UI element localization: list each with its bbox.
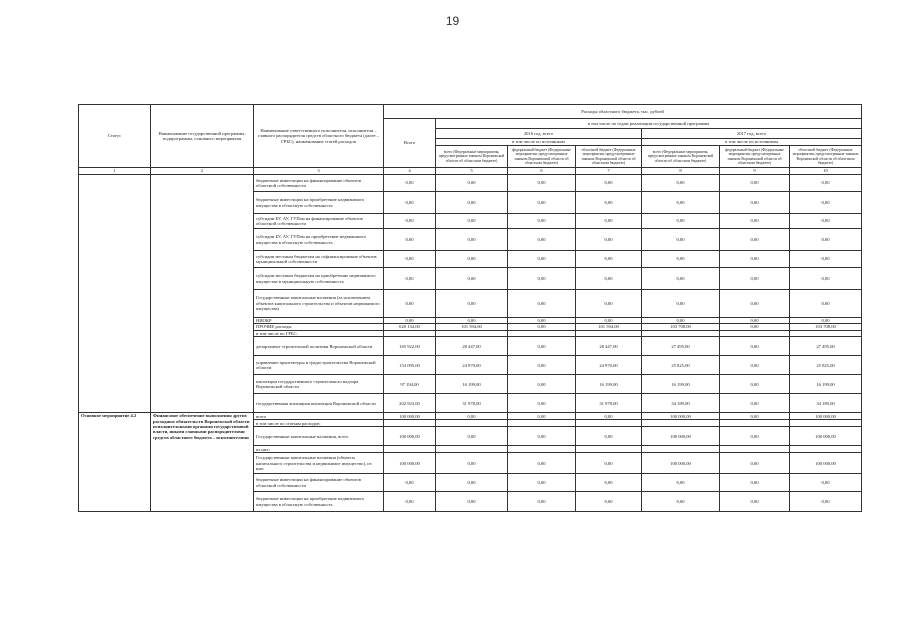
column-number: 9 — [720, 168, 790, 175]
expense-item-name: Государственные капитальные вложения (объекты капитального строительства и недвижимое имущество), из них: — [254, 453, 384, 474]
amount-cell: 0,00 — [642, 192, 720, 214]
amount-cell: 0,00 — [720, 356, 790, 375]
amount-cell: 0,00 — [576, 318, 642, 324]
amount-cell — [790, 446, 862, 453]
column-number: 2 — [151, 168, 254, 175]
amount-cell: 100 000,00 — [384, 413, 436, 420]
amount-cell: 0,00 — [436, 214, 508, 229]
amount-cell: 0,00 — [384, 175, 436, 192]
expense-item-name: бюджетные инвестиции на финансирование объектов областной собственности — [254, 175, 384, 192]
amount-cell — [436, 446, 508, 453]
amount-cell: 100 000,00 — [384, 453, 436, 474]
amount-cell: 0,00 — [436, 492, 508, 512]
amount-cell: 0,00 — [642, 474, 720, 492]
header-status: Статус — [79, 105, 151, 168]
amount-cell — [508, 446, 576, 453]
amount-cell: 0,00 — [576, 427, 642, 446]
expense-item-name: субсидии БУ, АУ, ГУПам на приобретение недвижимого имущества в областную собственность — [254, 229, 384, 251]
amount-cell: 28 447,00 — [576, 337, 642, 356]
column-number: 10 — [790, 168, 862, 175]
amount-cell: 0,00 — [508, 214, 576, 229]
amount-cell: 0,00 — [436, 251, 508, 268]
amount-cell: 0,00 — [384, 318, 436, 324]
amount-cell: 100 000,00 — [790, 413, 862, 420]
amount-cell: 0,00 — [436, 192, 508, 214]
expense-item-name: субсидии местным бюджетам на софинансирование объектов муниципальной собственности — [254, 251, 384, 268]
amount-cell: 0,00 — [384, 474, 436, 492]
amount-cell: 0,00 — [576, 413, 642, 420]
amount-cell: 0,00 — [384, 214, 436, 229]
amount-cell: 0,00 — [642, 290, 720, 318]
empty-status-cell — [79, 175, 151, 413]
amount-cell: 0,00 — [508, 175, 576, 192]
amount-cell: 0,00 — [436, 427, 508, 446]
amount-cell: 34 189,00 — [790, 394, 862, 413]
amount-cell: 0,00 — [720, 175, 790, 192]
expense-item-name: бюджетные инвестиции на приобретение недвижимого имущества в областную собственность — [254, 492, 384, 512]
amount-cell — [576, 420, 642, 427]
amount-cell: 0,00 — [720, 324, 790, 330]
amount-cell: 0,00 — [436, 453, 508, 474]
column-number: 4 — [384, 168, 436, 175]
amount-cell: 0,00 — [790, 268, 862, 290]
amount-cell: 100 000,00 — [790, 453, 862, 474]
amount-cell: 27 495,00 — [642, 337, 720, 356]
amount-cell: 97 194,00 — [384, 375, 436, 394]
activity-name: Финансовое обеспечение выполнения других расходных обязательств Воронежской области исполнительными органами государственной власти, иными главными распорядителями средств областного бюджета – исполнителями — [151, 413, 254, 512]
amount-cell: 16 199,00 — [576, 375, 642, 394]
column-number: 8 — [642, 168, 720, 175]
amount-cell: 0,00 — [720, 474, 790, 492]
expense-item-name: всего — [254, 413, 384, 420]
amount-cell: 0,00 — [790, 492, 862, 512]
expense-item-name: ПРОЧИЕ расходы — [254, 324, 384, 330]
amount-cell: 0,00 — [790, 251, 862, 268]
amount-cell: 0,00 — [384, 268, 436, 290]
amount-cell: 0,00 — [508, 375, 576, 394]
expense-item-name: инспекция государственного строительного надзора Воронежской области — [254, 375, 384, 394]
amount-cell: 0,00 — [720, 492, 790, 512]
header-year-2017: 2017 год, всего — [642, 129, 862, 139]
amount-cell: 0,00 — [508, 453, 576, 474]
amount-cell: 0,00 — [720, 337, 790, 356]
amount-cell: 0,00 — [436, 318, 508, 324]
amount-cell: 0,00 — [508, 318, 576, 324]
budget-table — [78, 104, 862, 512]
amount-cell: 0,00 — [720, 394, 790, 413]
amount-cell: 0,00 — [720, 229, 790, 251]
expense-item-name: из них: — [254, 446, 384, 453]
amount-cell: 0,00 — [576, 290, 642, 318]
empty-program-cell — [151, 175, 254, 413]
amount-cell: 0,00 — [790, 229, 862, 251]
header-sub-regional-2017: областной бюджет (Федеральные мероприятия, предусмотренные законом Воронежской области об областном бюджете) — [790, 146, 862, 168]
amount-cell — [508, 420, 576, 427]
header-sub-total-2017: всего (Федеральные мероприятия, предусмотренные законом Воронежской области об областном бюджете) — [642, 146, 720, 168]
amount-cell: 100 000,00 — [642, 453, 720, 474]
amount-cell: 0,00 — [508, 337, 576, 356]
amount-cell: 0,00 — [508, 356, 576, 375]
amount-cell: 100 000,00 — [790, 427, 862, 446]
amount-cell: 0,00 — [790, 290, 862, 318]
amount-cell: 0,00 — [642, 492, 720, 512]
amount-cell: 0,00 — [384, 290, 436, 318]
amount-cell: 0,00 — [576, 268, 642, 290]
amount-cell: 103 708,00 — [642, 324, 720, 330]
amount-cell: 0,00 — [508, 290, 576, 318]
amount-cell: 31 978,00 — [436, 394, 508, 413]
amount-cell: 0,00 — [508, 474, 576, 492]
expense-item-name: государственная жилищная инспекция Воронежской области — [254, 394, 384, 413]
header-incl-sources-2016: в том числе по источникам — [436, 139, 642, 146]
amount-cell: 0,00 — [642, 214, 720, 229]
amount-cell: 0,00 — [508, 192, 576, 214]
column-number: 1 — [79, 168, 151, 175]
amount-cell: 0,00 — [384, 192, 436, 214]
amount-cell: 0,00 — [790, 318, 862, 324]
header-sub-regional-2016: областной бюджет (Федеральные мероприятия, предусмотренные законом Воронежской области об областном бюджете) — [576, 146, 642, 168]
column-number: 5 — [436, 168, 508, 175]
column-number: 6 — [508, 168, 576, 175]
amount-cell: 0,00 — [720, 413, 790, 420]
amount-cell: 620 134,00 — [384, 324, 436, 330]
amount-cell: 0,00 — [720, 375, 790, 394]
amount-cell: 28 447,00 — [436, 337, 508, 356]
amount-cell: 0,00 — [720, 290, 790, 318]
amount-cell: 0,00 — [436, 229, 508, 251]
expense-item-name: Государственные капитальные вложения (за исключением объектов капитального строительства и объектов недвижимого имущества) — [254, 290, 384, 318]
amount-cell: 24 970,00 — [576, 356, 642, 375]
amount-cell: 0,00 — [384, 251, 436, 268]
column-number: 3 — [254, 168, 384, 175]
amount-cell: 202 923,00 — [384, 394, 436, 413]
amount-cell: 0,00 — [508, 427, 576, 446]
header-executor: Наименование ответственного исполнителя, исполнителя – главного распорядителя средств областного бюджета (далее – ГРБС), наименование статей расходов — [254, 105, 384, 168]
amount-cell — [720, 420, 790, 427]
expense-item-name: бюджетные инвестиции на приобретение недвижимого имущества в областную собственность — [254, 192, 384, 214]
header-expenses: Расходы областного бюджета, тыс. рублей — [384, 105, 862, 119]
amount-cell: 0,00 — [642, 229, 720, 251]
expense-item-name: субсидии местным бюджетам на приобретение недвижимого имущества в муниципальную собственность — [254, 268, 384, 290]
expense-item-name: в том числе по статьям расходов: — [254, 420, 384, 427]
amount-cell: 0,00 — [720, 192, 790, 214]
amount-cell — [436, 420, 508, 427]
amount-cell: 16 199,00 — [642, 375, 720, 394]
column-number: 7 — [576, 168, 642, 175]
amount-cell: 103 708,00 — [790, 324, 862, 330]
expense-item-name: управление архитектуры и градостроительства Воронежской области — [254, 356, 384, 375]
amount-cell: 0,00 — [508, 413, 576, 420]
header-by-years: в том числе по годам реализации государственной программы — [436, 119, 862, 129]
amount-cell: 101 594,00 — [436, 324, 508, 330]
amount-cell: 100 000,00 — [642, 413, 720, 420]
amount-cell: 0,00 — [576, 192, 642, 214]
amount-cell: 0,00 — [642, 268, 720, 290]
amount-cell: 0,00 — [508, 251, 576, 268]
amount-cell: 0,00 — [384, 229, 436, 251]
amount-cell: 0,00 — [720, 427, 790, 446]
amount-cell: 34 189,00 — [642, 394, 720, 413]
amount-cell — [790, 420, 862, 427]
amount-cell: 27 495,00 — [790, 337, 862, 356]
activity-status: Основное мероприятие 4.2 — [79, 413, 151, 512]
amount-cell: 0,00 — [508, 324, 576, 330]
amount-cell: 0,00 — [508, 229, 576, 251]
amount-cell: 0,00 — [720, 453, 790, 474]
page-number: 19 — [445, 14, 460, 28]
header-incl-sources-2017: в том числе по источникам — [642, 139, 862, 146]
amount-cell: 0,00 — [790, 192, 862, 214]
header-program-name: Наименование государственной программы, подпрограммы, основного мероприятия — [151, 105, 254, 168]
amount-cell: 0,00 — [436, 413, 508, 420]
amount-cell: 0,00 — [508, 394, 576, 413]
amount-cell: 0,00 — [508, 492, 576, 512]
amount-cell: 0,00 — [720, 318, 790, 324]
amount-cell — [720, 446, 790, 453]
table-row — [79, 175, 862, 192]
amount-cell: 0,00 — [576, 251, 642, 268]
amount-cell: 16 199,00 — [436, 375, 508, 394]
header-year-2016: 2016 год, всего — [436, 129, 642, 139]
amount-cell: 0,00 — [790, 214, 862, 229]
amount-cell: 31 978,00 — [576, 394, 642, 413]
amount-cell: 0,00 — [436, 290, 508, 318]
header-sub-federal-2016: федеральный бюджет (Федеральные мероприятия, предусмотренные законом Воронежской области об областном бюджете) — [508, 146, 576, 168]
amount-cell: 101 594,00 — [576, 324, 642, 330]
amount-cell: 0,00 — [576, 453, 642, 474]
amount-cell — [384, 446, 436, 453]
expense-item-name: Государственные капитальные вложения, всего — [254, 427, 384, 446]
header-sub-federal-2017: федеральный бюджет (Федеральные мероприятия, предусмотренные законом Воронежской области об областном бюджете) — [720, 146, 790, 168]
amount-cell: 0,00 — [576, 175, 642, 192]
column-number-row — [79, 168, 862, 175]
amount-cell: 165 922,00 — [384, 337, 436, 356]
header-total: Всего — [384, 119, 436, 168]
amount-cell — [642, 446, 720, 453]
amount-cell: 154 095,00 — [384, 356, 436, 375]
amount-cell: 0,00 — [508, 268, 576, 290]
table-row — [79, 413, 862, 420]
expense-item-name: в том числе по ГРБС: — [254, 330, 384, 336]
amount-cell: 0,00 — [436, 474, 508, 492]
amount-cell: 0,00 — [642, 318, 720, 324]
amount-cell: 0,00 — [436, 175, 508, 192]
amount-cell: 100 000,00 — [384, 427, 436, 446]
expense-item-name: субсидии БУ, АУ, ГУПам на финансирование объектов областной собственности — [254, 214, 384, 229]
amount-cell: 100 000,00 — [642, 427, 720, 446]
amount-cell: 0,00 — [642, 251, 720, 268]
amount-cell: 16 199,00 — [790, 375, 862, 394]
amount-cell: 24 970,00 — [436, 356, 508, 375]
amount-cell: 0,00 — [720, 268, 790, 290]
amount-cell: 25 825,00 — [642, 356, 720, 375]
amount-cell — [384, 420, 436, 427]
amount-cell — [642, 420, 720, 427]
amount-cell: 0,00 — [642, 175, 720, 192]
amount-cell: 0,00 — [576, 474, 642, 492]
amount-cell: 25 825,00 — [790, 356, 862, 375]
amount-cell: 0,00 — [720, 214, 790, 229]
amount-cell — [576, 446, 642, 453]
expense-item-name: департамент строительной политики Воронежской области — [254, 337, 384, 356]
amount-cell: 0,00 — [576, 492, 642, 512]
amount-cell: 0,00 — [790, 175, 862, 192]
expense-item-name: НИОКР — [254, 318, 384, 324]
amount-cell: 0,00 — [720, 251, 790, 268]
amount-cell: 0,00 — [436, 268, 508, 290]
amount-cell: 0,00 — [576, 229, 642, 251]
amount-cell: 0,00 — [384, 492, 436, 512]
amount-cell: 0,00 — [576, 214, 642, 229]
amount-cell: 0,00 — [790, 474, 862, 492]
header-sub-total-2016: всего (Федеральные мероприятия, предусмотренные законом Воронежской области об областном бюджете) — [436, 146, 508, 168]
expense-item-name: бюджетные инвестиции на финансирование объектов областной собственности — [254, 474, 384, 492]
